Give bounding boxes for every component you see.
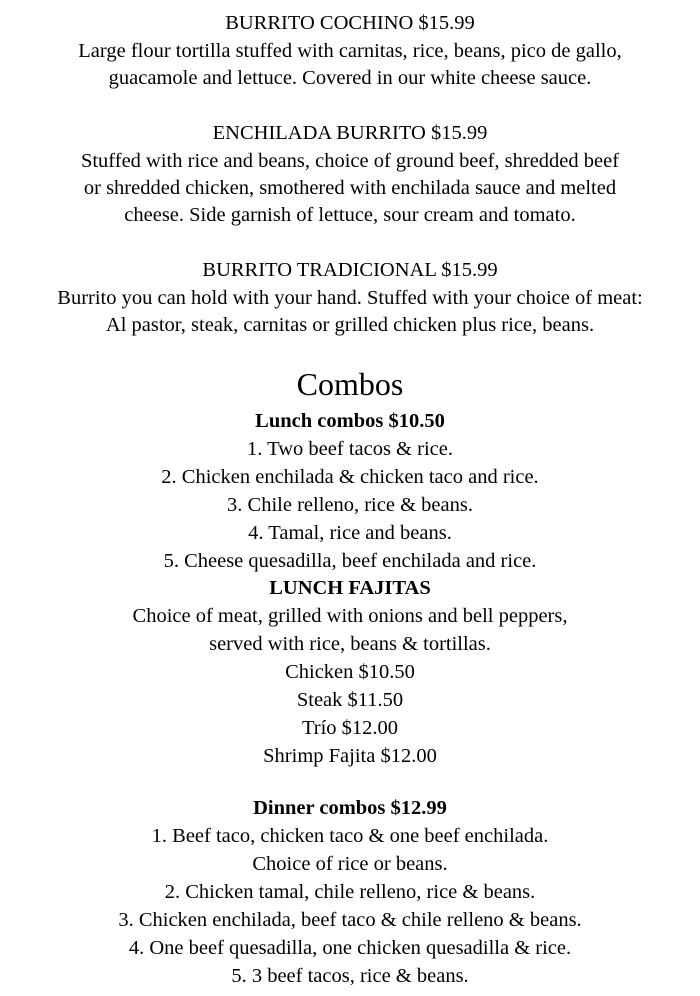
dinner-combos-title: Dinner combos $12.99 bbox=[253, 797, 447, 819]
dinner-combo-item-2: 2. Chicken tamal, chile relleno, rice & beans. bbox=[164, 881, 536, 903]
enchilada-burrito-desc-line-3: cheese. Side garnish of lettuce, sour cream and tomato. bbox=[124, 204, 576, 226]
lunch-fajitas-title: LUNCH FAJITAS bbox=[269, 577, 431, 599]
enchilada-burrito-desc-line-2: or shredded chicken, smothered with enchilada sauce and melted bbox=[83, 177, 617, 199]
lunch-fajitas-desc-line-1: Choice of meat, grilled with onions and bell peppers, bbox=[132, 605, 568, 627]
burrito-tradicional-title: BURRITO TRADICIONAL $15.99 bbox=[202, 259, 498, 281]
dinner-combo-item-5: 5. 3 beef tacos, rice & beans. bbox=[231, 965, 469, 987]
fajita-option-shrimp: Shrimp Fajita $12.00 bbox=[263, 745, 437, 767]
lunch-combo-item-2: 2. Chicken enchilada & chicken taco and rice. bbox=[161, 466, 539, 488]
lunch-combos-title: Lunch combos $10.50 bbox=[255, 410, 445, 432]
burrito-tradicional-desc-line-1: Burrito you can hold with your hand. Stuffed with your choice of meat: bbox=[57, 287, 643, 309]
enchilada-burrito-desc-line-1: Stuffed with rice and beans, choice of ground beef, shredded beef bbox=[80, 150, 620, 172]
combos-heading: Combos bbox=[296, 366, 404, 402]
lunch-combo-item-5: 5. Cheese quesadilla, beef enchilada and rice. bbox=[163, 550, 537, 572]
lunch-combo-item-4: 4. Tamal, rice and beans. bbox=[248, 522, 452, 544]
dinner-combo-item-1: 1. Beef taco, chicken taco & one beef enchilada. bbox=[151, 825, 549, 847]
dinner-combo-item-1-note: Choice of rice or beans. bbox=[252, 853, 448, 875]
burrito-cochino-title: BURRITO COCHINO $15.99 bbox=[225, 12, 475, 34]
fajita-option-trio: Trío $12.00 bbox=[301, 717, 399, 739]
fajita-option-steak: Steak $11.50 bbox=[296, 689, 404, 711]
fajita-option-chicken: Chicken $10.50 bbox=[285, 661, 415, 683]
enchilada-burrito-title: ENCHILADA BURRITO $15.99 bbox=[212, 122, 488, 144]
lunch-combo-item-1: 1. Two beef tacos & rice. bbox=[247, 438, 453, 460]
dinner-combo-item-3: 3. Chicken enchilada, beef taco & chile relleno & beans. bbox=[118, 909, 582, 931]
burrito-cochino-desc-line-1: Large flour tortilla stuffed with carnitas, rice, beans, pico de gallo, bbox=[78, 40, 622, 62]
lunch-combo-item-3: 3. Chile relleno, rice & beans. bbox=[227, 494, 473, 516]
burrito-tradicional-desc-line-2: Al pastor, steak, carnitas or grilled chicken plus rice, beans. bbox=[105, 314, 595, 336]
lunch-fajitas-desc-line-2: served with rice, beans & tortillas. bbox=[209, 633, 491, 655]
dinner-combo-item-4: 4. One beef quesadilla, one chicken quesadilla & rice. bbox=[128, 937, 572, 959]
burrito-cochino-desc-line-2: guacamole and lettuce. Covered in our white cheese sauce. bbox=[108, 67, 592, 89]
